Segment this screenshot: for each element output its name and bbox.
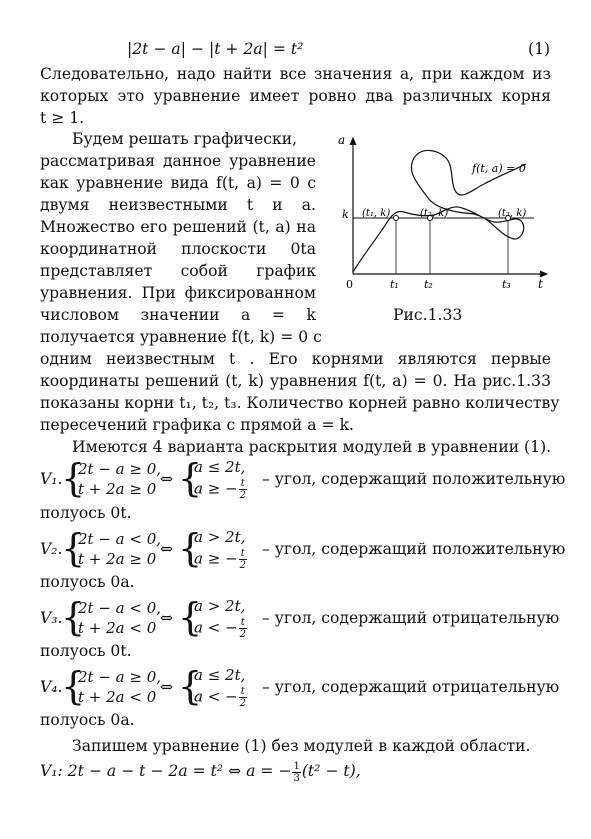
v2-desc: – угол, содержащий положительную [262, 540, 566, 558]
v3-sys2-a: a > 2t, [194, 597, 246, 615]
left-line-10: получается уравнение f(t, k) = 0 с [40, 328, 322, 346]
v1-label: V₁. [40, 470, 63, 488]
v4-label: V₄. [40, 678, 63, 696]
v3-sys2-b: a < − $\frac{t}{2}$ [194, 617, 246, 640]
left-line-5: Множество его решений (t, a) на [40, 218, 316, 236]
v4-brace-2: { [178, 664, 203, 708]
v2-brace-2: { [178, 526, 203, 570]
point-label-3: (t₃, k) [498, 208, 527, 219]
closing-line: Запишем уравнение (1) без модулей в каждой области. [72, 737, 531, 755]
equation-number: (1) [528, 40, 551, 58]
v1-brace-2: { [178, 456, 203, 500]
v1-brace-1: { [61, 456, 86, 500]
full-line-3: показаны корни t₁, t₂, t₃. Количество корней равно количеству [40, 394, 560, 412]
intro-line-1: Следовательно, надо найти все значения a, при каждом из [40, 65, 551, 83]
v4-desc: – угол, содержащий отрицательную [262, 678, 560, 696]
full-line-2: координаты решений (t, k) уравнения f(t, a) = 0. На рис.1.33 [40, 372, 551, 390]
v2-sys2-a: a > 2t, [194, 528, 246, 546]
axis-t-label: t [538, 277, 543, 291]
v2-brace-1: { [61, 526, 86, 570]
v4-desc-2: полуось 0a. [40, 711, 135, 729]
v4-sys2-b: a < − $\frac{t}{2}$ [194, 686, 246, 709]
v3-label: V₃. [40, 609, 63, 627]
k-label: k [342, 208, 349, 221]
figure-1-33 [334, 132, 554, 297]
v2-label: V₂. [40, 540, 63, 558]
v3-brace-1: { [61, 595, 86, 639]
equation-1: |2t − a| − |t + 2a| = t² [127, 40, 304, 58]
point-t1 [394, 216, 399, 221]
origin-label: 0 [346, 278, 353, 291]
v2-sys2-b: a ≥ − $\frac{t}{2}$ [194, 548, 246, 571]
tick-t2: t₂ [424, 278, 433, 291]
v1-equiv: ⇔ [160, 470, 174, 488]
v2-equiv: ⇔ [160, 540, 174, 558]
full-line-4: пересечений графика с прямой a = k. [40, 416, 354, 434]
intro-line-2: которых это уравнение имеет ровно два различных корня [40, 87, 551, 105]
v3-equiv: ⇔ [160, 609, 174, 627]
v1-sys1-a: 2t − a ≥ 0, [78, 460, 162, 478]
v1-sys2-a: a ≤ 2t, [194, 458, 246, 476]
left-line-8: уравнения. При фиксированном [40, 284, 316, 302]
left-line-3: как уравнение вида f(t, a) = 0 с [40, 174, 316, 192]
full-line-5: Имеются 4 варианта раскрытия модулей в уравнении (1). [72, 438, 552, 456]
left-line-2: рассматривая данное уравнение [40, 152, 316, 170]
v4-brace-1: { [61, 664, 86, 708]
left-line-4: двумя неизвестными t и a. [40, 196, 316, 214]
v1-desc: – угол, содержащий положительную [262, 470, 566, 488]
figure-caption: Рис.1.33 [393, 306, 463, 324]
point-label-2: (t₂, k) [420, 208, 449, 219]
v1-sys1-b: t + 2a ≥ 0 [78, 480, 157, 498]
v3-sys1-b: t + 2a < 0 [78, 619, 157, 637]
v4-equiv: ⇔ [160, 678, 174, 696]
v2-sys1-a: 2t − a < 0, [78, 530, 162, 548]
curve-label: f(t, a) = 0 [472, 162, 526, 175]
v1-sys2-b: a ≥ − $\frac{t}{2}$ [194, 478, 246, 501]
v4-sys1-a: 2t − a ≥ 0, [78, 668, 162, 686]
tick-t3: t₃ [502, 278, 511, 291]
v4-sys2-a: a ≤ 2t, [194, 666, 246, 684]
v3-desc-2: полуось 0t. [40, 642, 132, 660]
v1-desc-2: полуось 0t. [40, 504, 132, 522]
left-line-7: представляет собой график [40, 262, 316, 280]
v3-sys1-a: 2t − a < 0, [78, 599, 162, 617]
full-line-1: одним неизвестным t . Его корнями являются первые [40, 350, 551, 368]
left-line-6: координатной плоскости 0ta [40, 240, 316, 258]
left-line-1: Будем решать графически, [72, 130, 298, 148]
v3-brace-2: { [178, 595, 203, 639]
tick-t1: t₁ [390, 278, 399, 291]
v4-sys1-b: t + 2a < 0 [78, 688, 157, 706]
last-equation: V₁: 2t − a − t − 2a = t² ⇔ a = − $\frac{1}{3}$ (t² − t), [40, 760, 361, 784]
axis-a-label: a [338, 133, 346, 147]
v2-desc-2: полуось 0a. [40, 573, 135, 591]
curve-f-loop [411, 150, 526, 212]
v2-sys1-b: t + 2a ≥ 0 [78, 550, 157, 568]
v3-desc: – угол, содержащий отрицательную [262, 609, 560, 627]
intro-line-3: t ≥ 1. [40, 109, 85, 127]
left-line-9: числовом значении a = k [40, 306, 316, 324]
point-label-1: (t₁, k) [362, 208, 391, 219]
